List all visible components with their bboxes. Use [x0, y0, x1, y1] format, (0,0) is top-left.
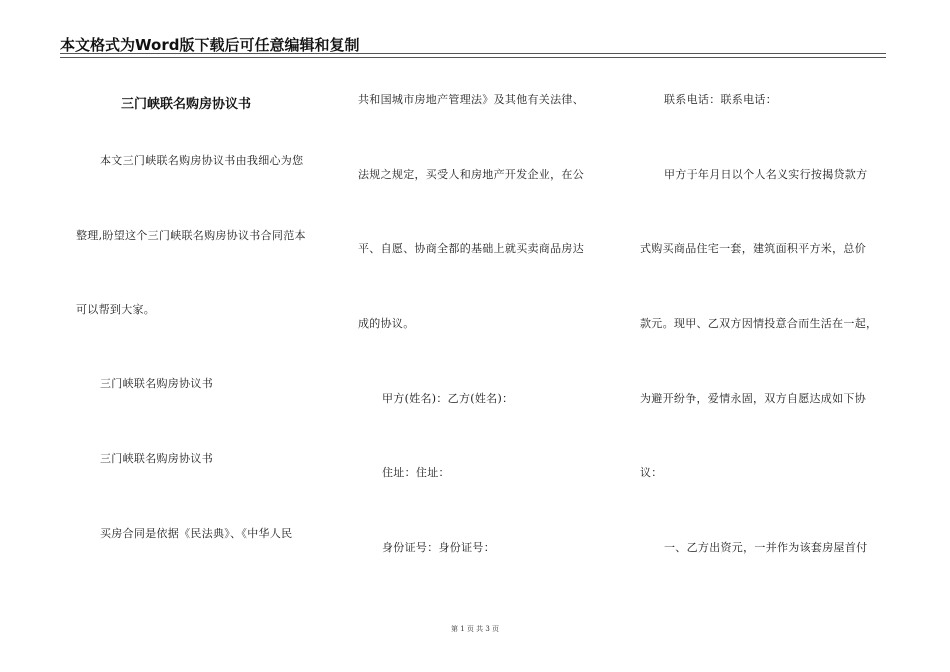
section-heading: 三门峡联名购房协议书 [100, 377, 213, 390]
clause-line: 一、乙方出资元，一并作为该套房屋首付 [664, 541, 868, 554]
text-column-3 [640, 0, 886, 672]
party-name-line: 甲方(姓名)：乙方(姓名)： [382, 392, 514, 405]
document-header: 本文格式为Word版下载后可任意编辑和复制 [60, 36, 360, 54]
paragraph-line: 议： [640, 466, 663, 479]
paragraph-line: 法规之规定，买受人和房地产开发企业，在公 [358, 168, 584, 181]
paragraph-line: 式购买商品住宅一套，建筑面积平方米，总价 [640, 242, 866, 255]
paragraph-line: 本文三门峡联名购房协议书由我细心为您 [100, 154, 304, 167]
party-address-line: 住址：住址： [382, 466, 450, 479]
section-heading: 三门峡联名购房协议书 [100, 452, 213, 465]
paragraph-line: 买房合同是依据《民法典》、《中华人民 [100, 527, 293, 540]
text-column-2 [358, 0, 604, 672]
paragraph-line: 成的协议。 [358, 317, 415, 330]
paragraph-line: 为避开纷争，爱情永固，双方自愿达成如下协 [640, 392, 866, 405]
paragraph-line: 共和国城市房地产管理法》及其他有关法律、 [358, 93, 584, 106]
paragraph-line: 款元。现甲、乙双方因情投意合而生活在一起， [640, 317, 878, 330]
party-phone-line: 联系电话：联系电话： [664, 93, 777, 106]
document-title: 三门峡联名购房协议书 [121, 97, 252, 112]
text-column-1 [76, 0, 322, 672]
paragraph-line: 平、自愿、协商全都的基础上就买卖商品房达 [358, 242, 584, 255]
paragraph-line: 可以帮到大家。 [76, 303, 156, 316]
paragraph-line: 整理,盼望这个三门峡联名购房协议书合同范本 [76, 229, 306, 242]
party-id-line: 身份证号：身份证号： [382, 541, 495, 554]
page-number: 第 1 页 共 3 页 [450, 625, 500, 633]
paragraph-line: 甲方于年月日以个人名义实行按揭贷款方 [664, 168, 868, 181]
